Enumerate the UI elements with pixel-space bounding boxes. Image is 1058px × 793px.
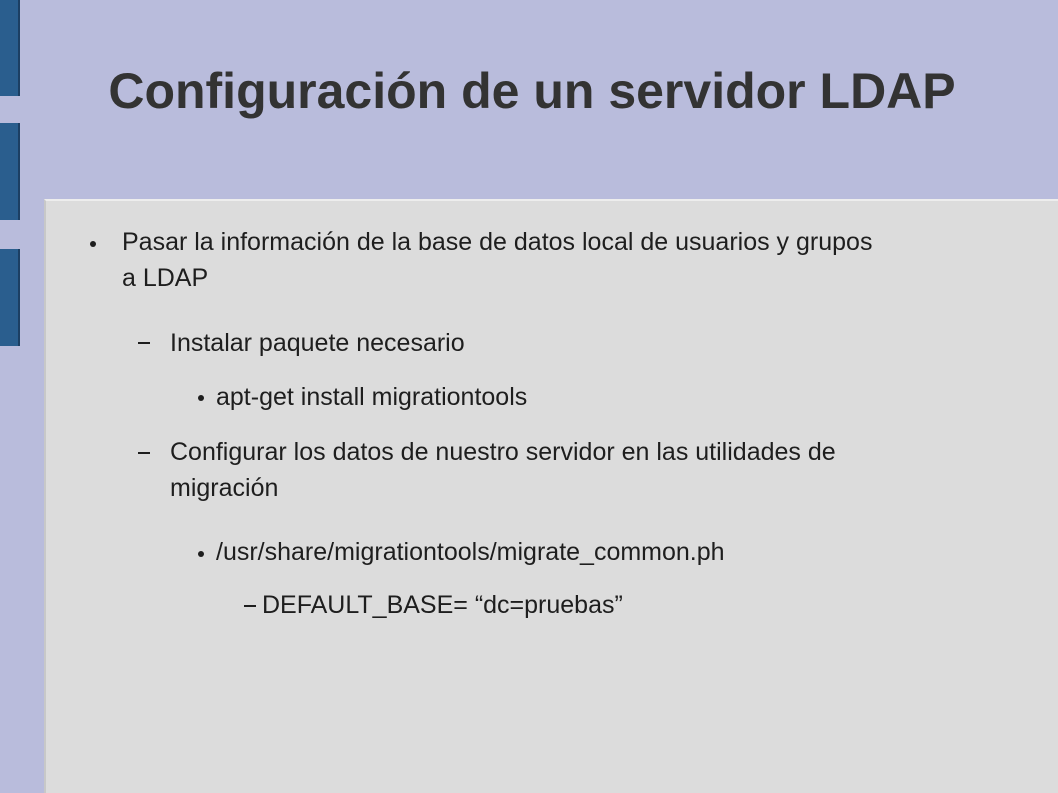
bullet-item: DEFAULT_BASE= “dc=pruebas” (262, 591, 623, 619)
bullet-dash-icon (138, 452, 150, 454)
bullet-item: Configurar los datos de nuestro servidor en las utilidades de migración (170, 438, 836, 502)
bullet-dot-icon (90, 241, 96, 247)
accent-bar-top (0, 0, 20, 96)
bullet-item: apt-get install migrationtools (216, 383, 528, 411)
bullet-dot-icon (198, 395, 204, 401)
accent-bar-middle (0, 123, 20, 220)
bullet-dot-icon (198, 551, 204, 557)
bullet-item: Instalar paquete necesario (170, 329, 465, 357)
content-panel (44, 199, 1058, 793)
slide-title: Configuración de un servidor LDAP (108, 63, 956, 119)
accent-bar-bottom (0, 249, 20, 346)
bullet-dash-icon (138, 342, 150, 344)
bullet-item: /usr/share/migrationtools/migrate_common.ph (216, 538, 725, 566)
bullet-dash-icon (244, 605, 256, 607)
bullet-item: Pasar la información de la base de datos local de usuarios y grupos a LDAP (122, 228, 873, 292)
